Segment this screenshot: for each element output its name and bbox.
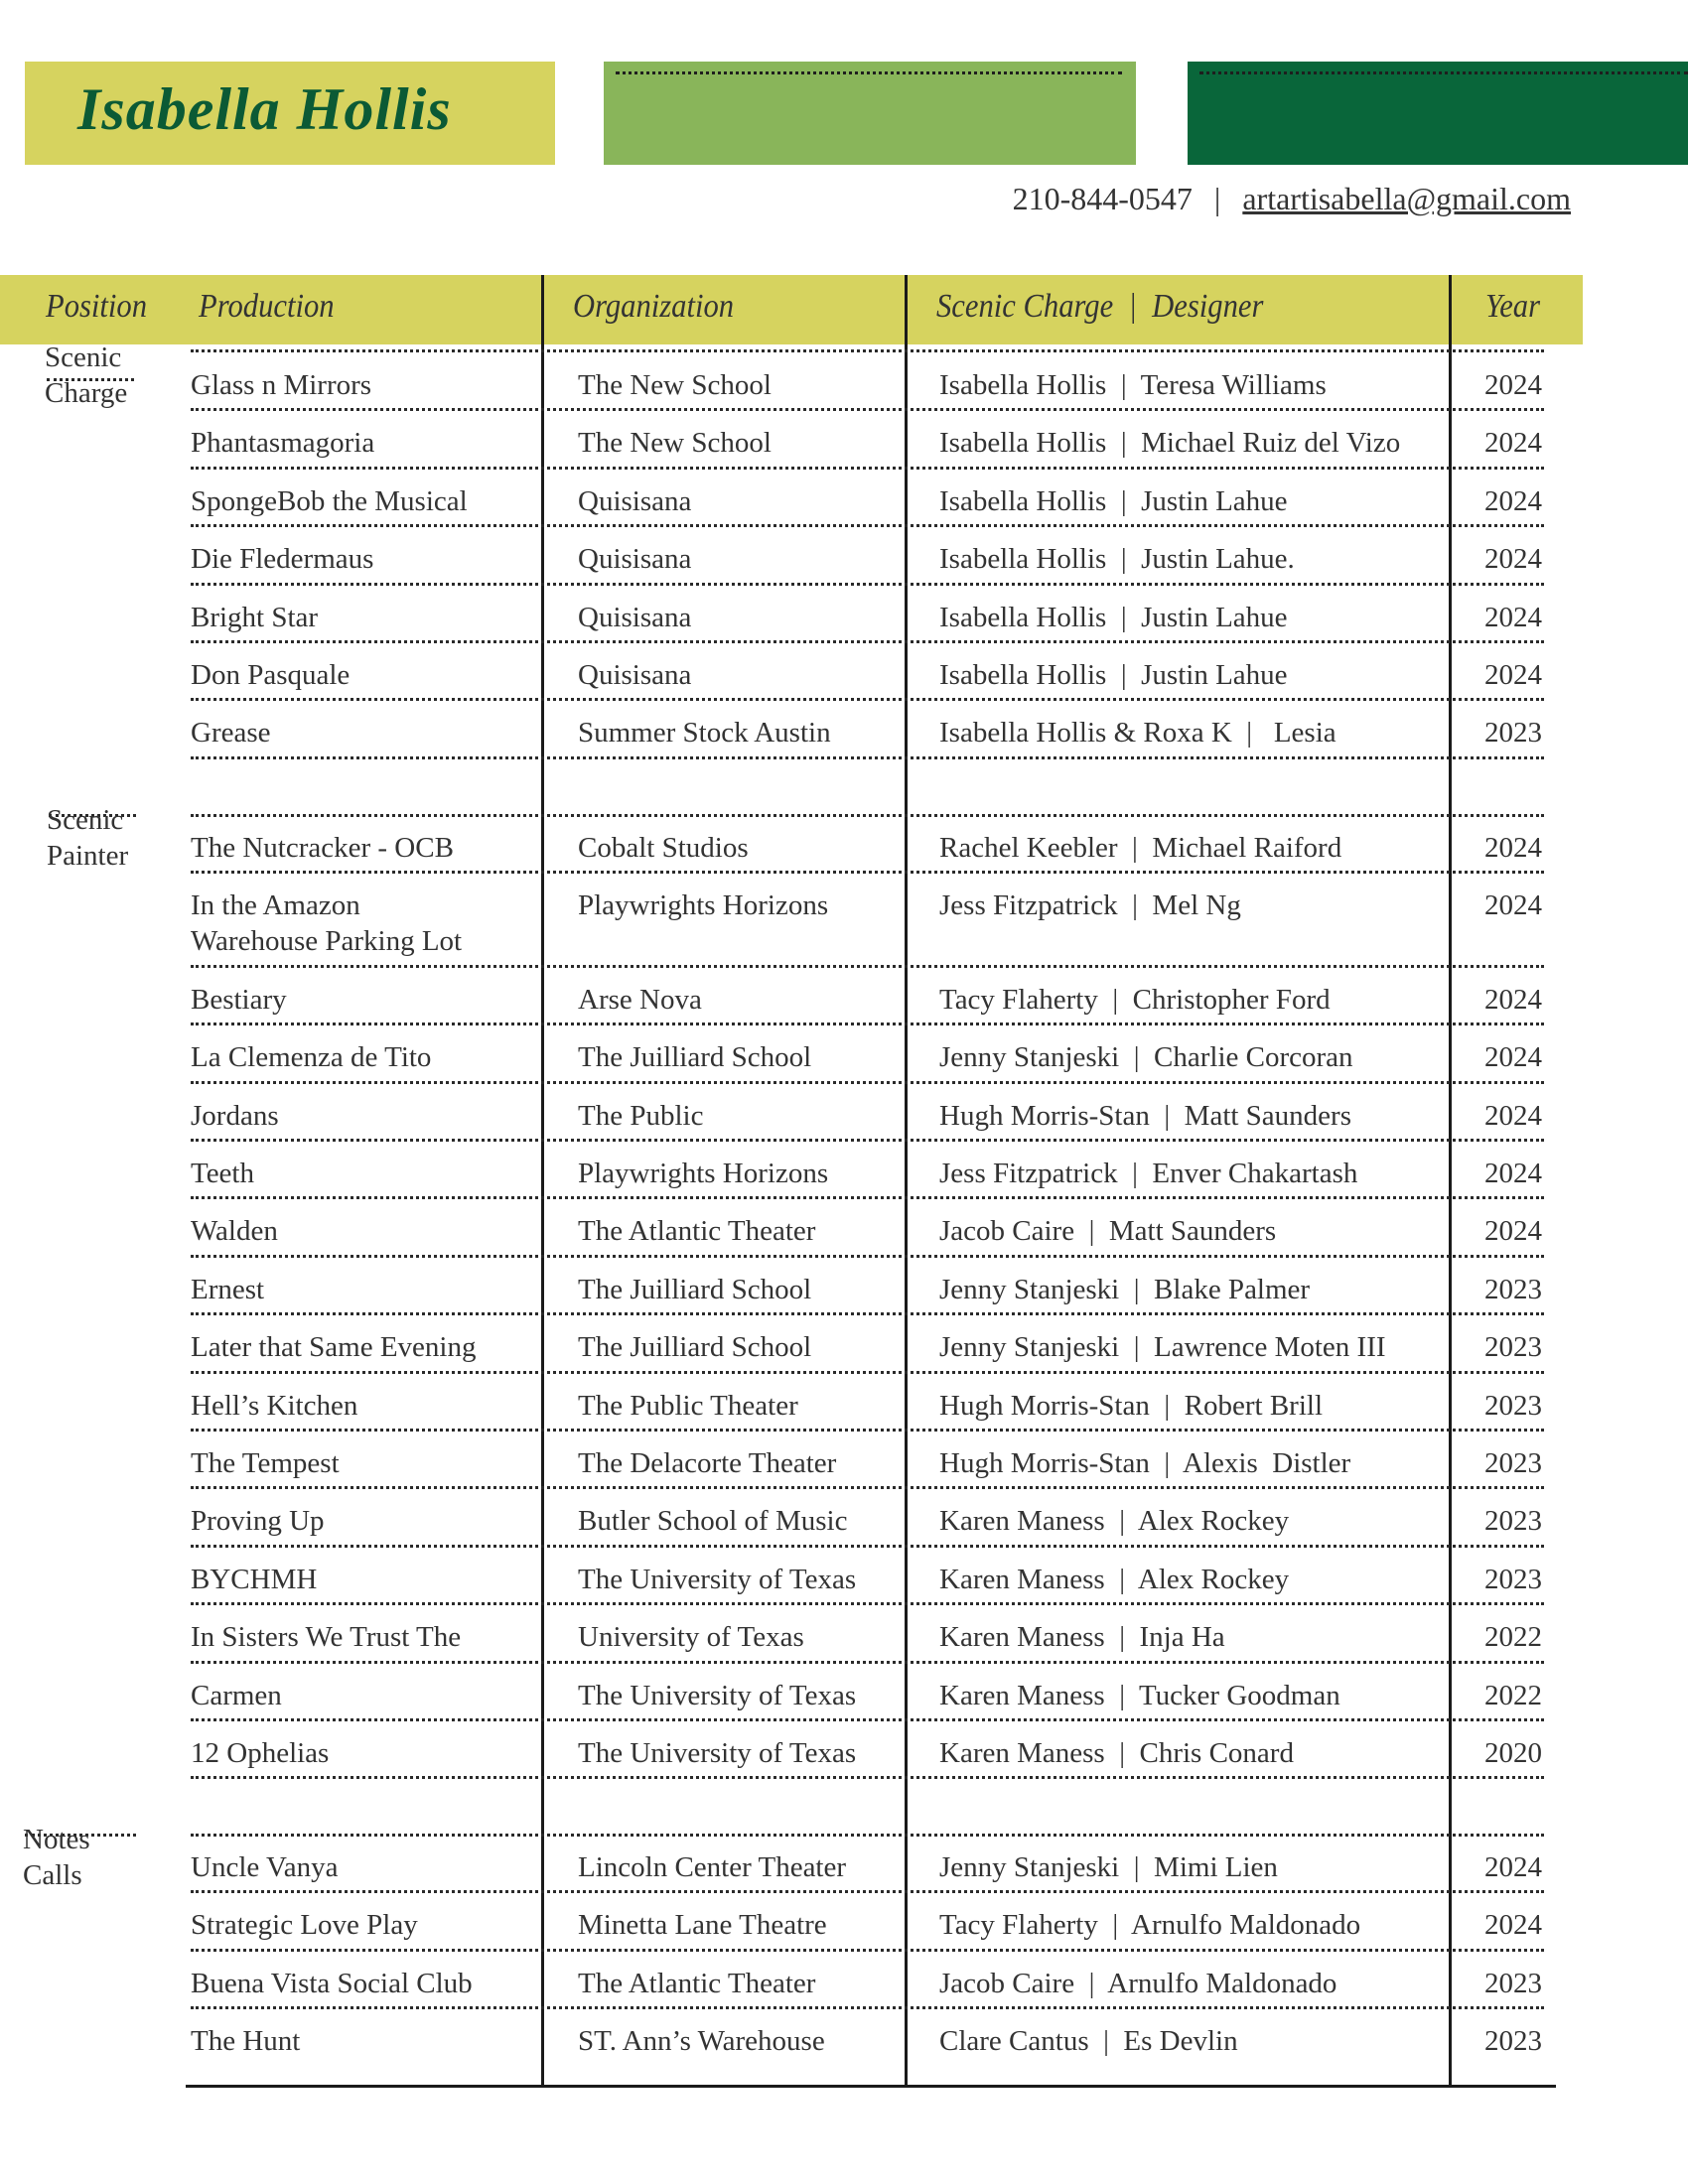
credit-cell: Hugh Morris-Stan | Matt Saunders: [939, 1099, 1351, 1132]
year-cell: 2023: [1484, 2025, 1542, 2058]
row-divider: [191, 1718, 1544, 1721]
production-cell: Phantasmagoria: [191, 427, 375, 460]
production-cell: Buena Vista Social Club: [191, 1967, 473, 1999]
row-divider: [191, 698, 1544, 701]
credit-cell: Karen Maness | Alex Rockey: [939, 1563, 1290, 1595]
contact-info: [1013, 181, 1571, 217]
row-divider: [191, 1196, 1544, 1199]
dark-green-banner: [1188, 62, 1688, 165]
organization-cell: The Public Theater: [578, 1389, 798, 1422]
credit-cell: Jacob Caire | Arnulfo Maldonado: [939, 1967, 1337, 1999]
banner-dotted-rule: [616, 71, 1122, 74]
table-bottom-rule: [186, 2085, 1556, 2088]
row-divider: [191, 1661, 1544, 1664]
credit-cell: Jess Fitzpatrick | Mel Ng: [939, 889, 1241, 922]
credit-cell: Tacy Flaherty | Christopher Ford: [939, 983, 1331, 1016]
credit-cell: Jenny Stanjeski | Mimi Lien: [939, 1851, 1278, 1883]
organization-cell: Butler School of Music: [578, 1505, 848, 1538]
organization-cell: The University of Texas: [578, 1679, 857, 1711]
row-divider: [191, 1834, 1544, 1837]
production-cell: Glass n Mirrors: [191, 369, 372, 401]
section-label: Calls: [23, 1859, 82, 1891]
year-cell: 2024: [1484, 832, 1542, 864]
year-cell: 2024: [1484, 1041, 1542, 1074]
year-cell: 2024: [1484, 889, 1542, 922]
phone-number: 210-844-0547: [1012, 181, 1193, 216]
production-cell: Later that Same Evening: [191, 1331, 477, 1364]
organization-cell: The Juilliard School: [578, 1273, 812, 1305]
year-cell: 2023: [1484, 1505, 1542, 1538]
credit-cell: Jenny Stanjeski | Blake Palmer: [939, 1273, 1311, 1305]
organization-cell: University of Texas: [578, 1621, 804, 1654]
organization-cell: Playwrights Horizons: [578, 889, 829, 922]
column-header-production: Production: [199, 288, 335, 325]
row-divider: [191, 1890, 1544, 1893]
row-divider: [191, 1545, 1544, 1548]
production-cell: The Hunt: [191, 2025, 301, 2058]
credit-cell: Jacob Caire | Matt Saunders: [939, 1215, 1277, 1248]
row-divider: [191, 2006, 1544, 2009]
credit-cell: Jenny Stanjeski | Lawrence Moten III: [939, 1331, 1386, 1364]
production-cell: Walden: [191, 1215, 278, 1248]
organization-cell: The Public: [578, 1099, 704, 1132]
credit-cell: Isabella Hollis | Michael Ruiz del Vizo: [939, 427, 1401, 460]
year-cell: 2024: [1484, 484, 1542, 517]
production-cell: Proving Up: [191, 1505, 325, 1538]
row-divider: [191, 583, 1544, 586]
production-cell: Ernest: [191, 1273, 265, 1305]
organization-cell: The University of Texas: [578, 1737, 857, 1769]
row-divider: [191, 1602, 1544, 1605]
year-cell: 2024: [1484, 1851, 1542, 1883]
column-divider: [905, 275, 908, 2088]
row-divider: [191, 1081, 1544, 1084]
credit-cell: Isabella Hollis & Roxa K | Lesia: [939, 717, 1336, 750]
row-divider: [191, 349, 1544, 352]
organization-cell: Minetta Lane Theatre: [578, 1909, 827, 1942]
production-cell: Hell’s Kitchen: [191, 1389, 358, 1422]
year-cell: 2023: [1484, 1447, 1542, 1479]
production-cell: Carmen: [191, 1679, 282, 1711]
production-cell: In Sisters We Trust The: [191, 1621, 462, 1654]
row-divider: [191, 1139, 1544, 1142]
organization-cell: The Juilliard School: [578, 1041, 812, 1074]
year-cell: 2024: [1484, 427, 1542, 460]
production-cell: Don Pasquale: [191, 659, 351, 691]
organization-cell: ST. Ann’s Warehouse: [578, 2025, 825, 2058]
row-divider: [191, 467, 1544, 470]
credit-cell: Hugh Morris-Stan | Alexis Distler: [939, 1447, 1351, 1479]
year-cell: 2023: [1484, 1273, 1542, 1305]
organization-cell: The New School: [578, 427, 772, 460]
column-header-year: Year: [1485, 288, 1541, 325]
section-label: Notes: [23, 1824, 90, 1855]
year-cell: 2022: [1484, 1621, 1542, 1654]
row-divider: [191, 1312, 1544, 1315]
production-cell: Bright Star: [191, 601, 319, 633]
row-divider: [191, 640, 1544, 643]
year-cell: 2024: [1484, 601, 1542, 633]
row-divider: [191, 408, 1544, 411]
row-divider: [191, 756, 1544, 759]
row-divider: [191, 1949, 1544, 1952]
credit-cell: Jenny Stanjeski | Charlie Corcoran: [939, 1041, 1353, 1074]
year-cell: 2024: [1484, 1099, 1542, 1132]
section-label: Charge: [45, 377, 128, 409]
production-cell: The Tempest: [191, 1447, 340, 1479]
row-divider: [191, 1429, 1544, 1432]
section-label: Scenic: [47, 804, 124, 836]
production-cell: Die Fledermaus: [191, 543, 374, 576]
year-cell: 2023: [1484, 717, 1542, 750]
credit-cell: Isabella Hollis | Justin Lahue: [939, 601, 1288, 633]
column-header-charge-designer: Scenic Charge | Designer: [936, 288, 1264, 325]
column-divider: [541, 275, 544, 2088]
row-divider: [191, 1255, 1544, 1258]
row-divider: [191, 871, 1544, 874]
production-cell: 12 Ophelias: [191, 1737, 330, 1769]
credit-cell: Isabella Hollis | Justin Lahue: [939, 659, 1288, 691]
credit-cell: Isabella Hollis | Teresa Williams: [939, 369, 1327, 401]
row-divider: [191, 524, 1544, 527]
year-cell: 2023: [1484, 1331, 1542, 1364]
production-cell: La Clemenza de Tito: [191, 1041, 432, 1074]
organization-cell: Quisisana: [578, 543, 692, 576]
banner-dotted-rule: [1199, 71, 1688, 74]
credit-cell: Tacy Flaherty | Arnulfo Maldonado: [939, 1909, 1361, 1942]
light-green-banner: [604, 62, 1136, 165]
column-header-position: Position: [46, 288, 148, 325]
production-cell: Strategic Love Play: [191, 1909, 418, 1942]
production-cell: Jordans: [191, 1099, 279, 1132]
row-divider: [191, 1023, 1544, 1025]
production-cell: Bestiary: [191, 983, 287, 1016]
year-cell: 2023: [1484, 1967, 1542, 1999]
production-cell: Grease: [191, 717, 271, 750]
row-divider: [191, 965, 1544, 968]
production-cell: BYCHMH: [191, 1563, 318, 1595]
column-header-organization: Organization: [573, 288, 735, 325]
year-cell: 2020: [1484, 1737, 1542, 1769]
row-divider: [191, 1776, 1544, 1779]
year-cell: 2024: [1484, 659, 1542, 691]
organization-cell: The New School: [578, 369, 772, 401]
credit-cell: Isabella Hollis | Justin Lahue: [939, 484, 1288, 517]
production-cell: SpongeBob the Musical: [191, 484, 468, 517]
year-cell: 2024: [1484, 1215, 1542, 1248]
email-link[interactable]: artartisabella@gmail.com: [1242, 181, 1571, 216]
year-cell: 2023: [1484, 1389, 1542, 1422]
organization-cell: The Atlantic Theater: [578, 1967, 816, 1999]
credit-cell: Isabella Hollis | Justin Lahue.: [939, 543, 1295, 576]
year-cell: 2024: [1484, 369, 1542, 401]
organization-cell: Quisisana: [578, 484, 692, 517]
organization-cell: The Atlantic Theater: [578, 1215, 816, 1248]
organization-cell: Quisisana: [578, 601, 692, 633]
production-cell: Uncle Vanya: [191, 1851, 339, 1883]
organization-cell: Summer Stock Austin: [578, 717, 831, 750]
section-label: Painter: [47, 840, 129, 872]
year-cell: 2024: [1484, 1158, 1542, 1189]
year-cell: 2023: [1484, 1563, 1542, 1595]
credit-cell: Rachel Keebler | Michael Raiford: [939, 832, 1342, 864]
production-cell-line2: Warehouse Parking Lot: [191, 925, 463, 958]
organization-cell: The Delacorte Theater: [578, 1447, 837, 1479]
row-divider: [191, 1486, 1544, 1489]
credit-cell: Clare Cantus | Es Devlin: [939, 2025, 1238, 2058]
row-divider: [191, 814, 1544, 817]
organization-cell: The University of Texas: [578, 1563, 857, 1595]
row-divider: [191, 1371, 1544, 1374]
production-cell: In the Amazon: [191, 889, 360, 922]
year-cell: 2024: [1484, 1909, 1542, 1942]
organization-cell: Playwrights Horizons: [578, 1158, 829, 1189]
production-cell: Teeth: [191, 1158, 254, 1189]
year-cell: 2022: [1484, 1679, 1542, 1711]
column-divider: [1449, 275, 1452, 2088]
section-label: Scenic: [45, 341, 122, 373]
production-cell: The Nutcracker - OCB: [191, 832, 454, 864]
year-cell: 2024: [1484, 983, 1542, 1016]
credit-cell: Karen Maness | Chris Conard: [939, 1737, 1294, 1769]
organization-cell: Arse Nova: [578, 983, 702, 1016]
credit-cell: Jess Fitzpatrick | Enver Chakartash: [939, 1158, 1358, 1189]
organization-cell: Lincoln Center Theater: [578, 1851, 847, 1883]
contact-separator: |: [1213, 181, 1221, 216]
applicant-name: Isabella Hollis: [77, 76, 452, 142]
year-cell: 2024: [1484, 543, 1542, 576]
organization-cell: Quisisana: [578, 659, 692, 691]
credit-cell: Karen Maness | Tucker Goodman: [939, 1679, 1340, 1711]
organization-cell: Cobalt Studios: [578, 832, 749, 864]
credit-cell: Hugh Morris-Stan | Robert Brill: [939, 1389, 1324, 1422]
credit-cell: Karen Maness | Alex Rockey: [939, 1505, 1290, 1538]
organization-cell: The Juilliard School: [578, 1331, 812, 1364]
credit-cell: Karen Maness | Inja Ha: [939, 1621, 1225, 1654]
